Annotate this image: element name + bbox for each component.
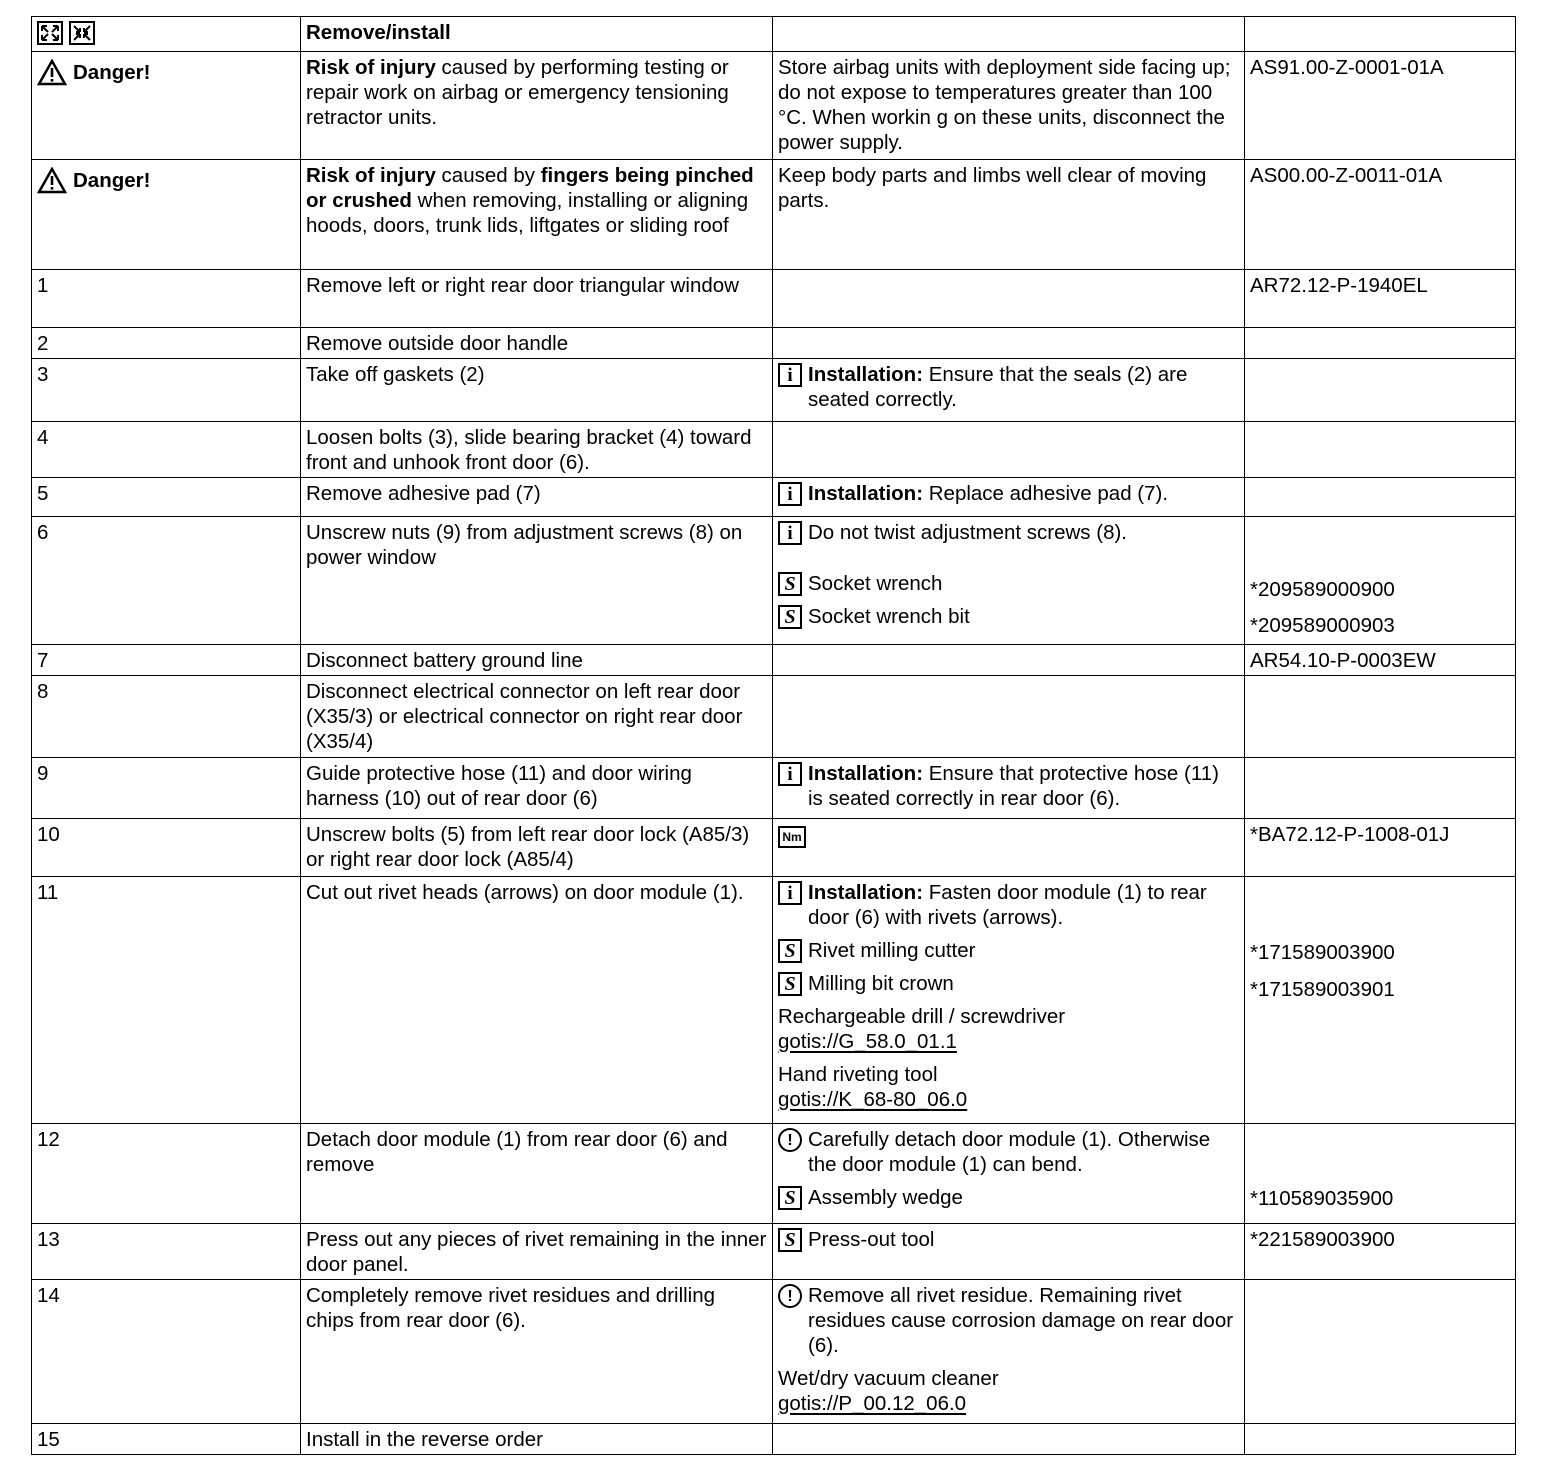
- header-row: [32, 17, 1516, 52]
- step-text: Press out any pieces of rivet remaining in the inner door panel.: [301, 1224, 773, 1280]
- tool-name: Rivet milling cutter: [808, 939, 976, 962]
- tool-link[interactable]: gotis://G_58.0_01.1: [778, 1030, 957, 1053]
- step-text: Remove outside door handle: [301, 328, 773, 359]
- step-note: Do not twist adjustment screws (8).: [808, 521, 1127, 544]
- step-note: Ensure that protective hose (11) is seated correctly in rear door (6).: [808, 762, 1219, 810]
- danger-label: Danger!: [73, 61, 151, 84]
- risk-emphasis: fingers being pinched or crushed: [306, 164, 754, 212]
- section-title: Remove/install: [306, 21, 451, 44]
- torque-icon[interactable]: Nm: [778, 826, 806, 848]
- step-text: Disconnect electrical connector on left rear door (X35/3) or electrical connector on right rear door (X35/4): [301, 676, 773, 758]
- step-row: [32, 517, 1516, 645]
- info-icon: i: [778, 363, 802, 387]
- risk-label: Risk of injury: [306, 56, 436, 79]
- step-number: 11: [32, 877, 301, 1124]
- step-text: Loosen bolts (3), slide bearing bracket (4) toward front and unhook front door (6).: [301, 422, 773, 478]
- step-text: Detach door module (1) from rear door (6) and remove: [301, 1124, 773, 1224]
- step-number: 2: [32, 328, 301, 359]
- info-icon: i: [778, 881, 802, 905]
- step-text: Unscrew nuts (9) from adjustment screws (8) on power window: [301, 517, 773, 645]
- danger-note: Store airbag units with deployment side facing up; do not expose to temperatures greater than 100 °C. When workin g on these units, disconnect the power supply.: [778, 56, 1231, 154]
- step-number: 5: [32, 478, 301, 517]
- reference-code[interactable]: AR72.12-P-1940EL: [1245, 270, 1516, 328]
- tool-name: Hand riveting tool: [778, 1063, 938, 1086]
- step-row: [32, 1280, 1516, 1424]
- step-number: 14: [32, 1280, 301, 1424]
- step-number: 9: [32, 758, 301, 819]
- danger-label: Danger!: [73, 169, 151, 192]
- tool-part-number[interactable]: *209589000900: [1250, 578, 1395, 601]
- step-note: Replace adhesive pad (7).: [923, 482, 1169, 505]
- special-tool-icon: S: [778, 939, 802, 963]
- step-text: Completely remove rivet residues and drilling chips from rear door (6).: [301, 1280, 773, 1424]
- step-row: [32, 1124, 1516, 1224]
- step-number: 3: [32, 359, 301, 422]
- danger-row-airbag: [32, 52, 1516, 160]
- tool-part-number[interactable]: *171589003900: [1250, 941, 1395, 964]
- step-row: [32, 328, 1516, 359]
- tool-name: Socket wrench: [808, 572, 943, 595]
- special-tool-icon: S: [778, 605, 802, 629]
- caution-icon: !: [778, 1284, 802, 1308]
- step-text: Install in the reverse order: [301, 1424, 773, 1455]
- step-row: [32, 359, 1516, 422]
- step-row: [32, 819, 1516, 877]
- tool-link[interactable]: gotis://K_68-80_06.0: [778, 1088, 968, 1111]
- tool-part-number[interactable]: *209589000903: [1250, 614, 1395, 637]
- step-note: Ensure that the seals (2) are seated correctly.: [808, 363, 1188, 411]
- tool-name: Press-out tool: [808, 1228, 935, 1251]
- tool-link[interactable]: gotis://P_00.12_06.0: [778, 1392, 967, 1415]
- warning-triangle-icon: [37, 167, 67, 194]
- step-text: Disconnect battery ground line: [301, 645, 773, 676]
- step-number: 15: [32, 1424, 301, 1455]
- danger-text: when removing, installing or aligning hoods, doors, trunk lids, liftgates or sliding roof: [306, 189, 749, 237]
- tool-part-number[interactable]: *110589035900: [1245, 1124, 1516, 1224]
- tool-name: Milling bit crown: [808, 972, 954, 995]
- caution-icon: !: [778, 1128, 802, 1152]
- special-tool-icon: S: [778, 1186, 802, 1210]
- tool-name: Rechargeable drill / screwdriver: [778, 1005, 1066, 1028]
- step-number: 1: [32, 270, 301, 328]
- warning-triangle-icon: [37, 59, 67, 86]
- step-text: Remove adhesive pad (7): [301, 478, 773, 517]
- step-text: Unscrew bolts (5) from left rear door lock (A85/3) or right rear door lock (A85/4): [301, 819, 773, 877]
- step-row: [32, 270, 1516, 328]
- step-row: [32, 758, 1516, 819]
- danger-row-pinching: [32, 160, 1516, 270]
- risk-label: Risk of injury: [306, 164, 436, 187]
- step-number: 13: [32, 1224, 301, 1280]
- step-number: 4: [32, 422, 301, 478]
- collapse-icon[interactable]: [69, 21, 95, 45]
- special-tool-icon: S: [778, 1228, 802, 1252]
- reference-code[interactable]: AS00.00-Z-0011-01A: [1250, 164, 1443, 187]
- installation-label: Installation:: [808, 762, 924, 785]
- step-row: [32, 478, 1516, 517]
- step-text: Remove left or right rear door triangular window: [301, 270, 773, 328]
- info-icon: i: [778, 521, 802, 545]
- tool-name: Wet/dry vacuum cleaner: [778, 1367, 999, 1390]
- procedure-table: [31, 16, 1516, 1455]
- step-text: Cut out rivet heads (arrows) on door module (1).: [301, 877, 773, 1124]
- step-number: 6: [32, 517, 301, 645]
- reference-code[interactable]: AS91.00-Z-0001-01A: [1250, 56, 1444, 79]
- tool-name: Assembly wedge: [808, 1186, 963, 1209]
- installation-label: Installation:: [808, 881, 924, 904]
- step-note: Carefully detach door module (1). Otherwise the door module (1) can bend.: [808, 1128, 1211, 1176]
- step-number: 12: [32, 1124, 301, 1224]
- step-text: Guide protective hose (11) and door wiring harness (10) out of rear door (6): [301, 758, 773, 819]
- special-tool-icon: S: [778, 972, 802, 996]
- tool-part-number[interactable]: *171589003901: [1250, 978, 1395, 1001]
- step-text: Take off gaskets (2): [301, 359, 773, 422]
- step-number: 7: [32, 645, 301, 676]
- step-row: [32, 1224, 1516, 1280]
- step-number: 8: [32, 676, 301, 758]
- danger-text: caused by: [435, 164, 541, 187]
- step-note: Fasten door module (1) to rear door (6) with rivets (arrows).: [808, 881, 1207, 929]
- step-row: [32, 676, 1516, 758]
- reference-code[interactable]: *BA72.12-P-1008-01J: [1245, 819, 1516, 877]
- step-row: [32, 877, 1516, 1124]
- step-number: 10: [32, 819, 301, 877]
- step-note: Remove all rivet residue. Remaining rivet residues cause corrosion damage on rear door (6).: [808, 1284, 1234, 1357]
- tool-name: Socket wrench bit: [808, 605, 970, 628]
- info-icon: i: [778, 482, 802, 506]
- installation-label: Installation:: [808, 363, 924, 386]
- step-row: [32, 1424, 1516, 1455]
- tool-part-number[interactable]: *221589003900: [1245, 1224, 1516, 1280]
- expand-icon[interactable]: [37, 21, 63, 45]
- installation-label: Installation:: [808, 482, 924, 505]
- step-row: [32, 422, 1516, 478]
- danger-text: caused by performing testing or repair work on airbag or emergency tensioning retractor units.: [306, 56, 729, 129]
- danger-note: Keep body parts and limbs well clear of moving parts.: [778, 164, 1207, 212]
- reference-code[interactable]: AR54.10-P-0003EW: [1245, 645, 1516, 676]
- special-tool-icon: S: [778, 572, 802, 596]
- step-row: [32, 645, 1516, 676]
- info-icon: i: [778, 762, 802, 786]
